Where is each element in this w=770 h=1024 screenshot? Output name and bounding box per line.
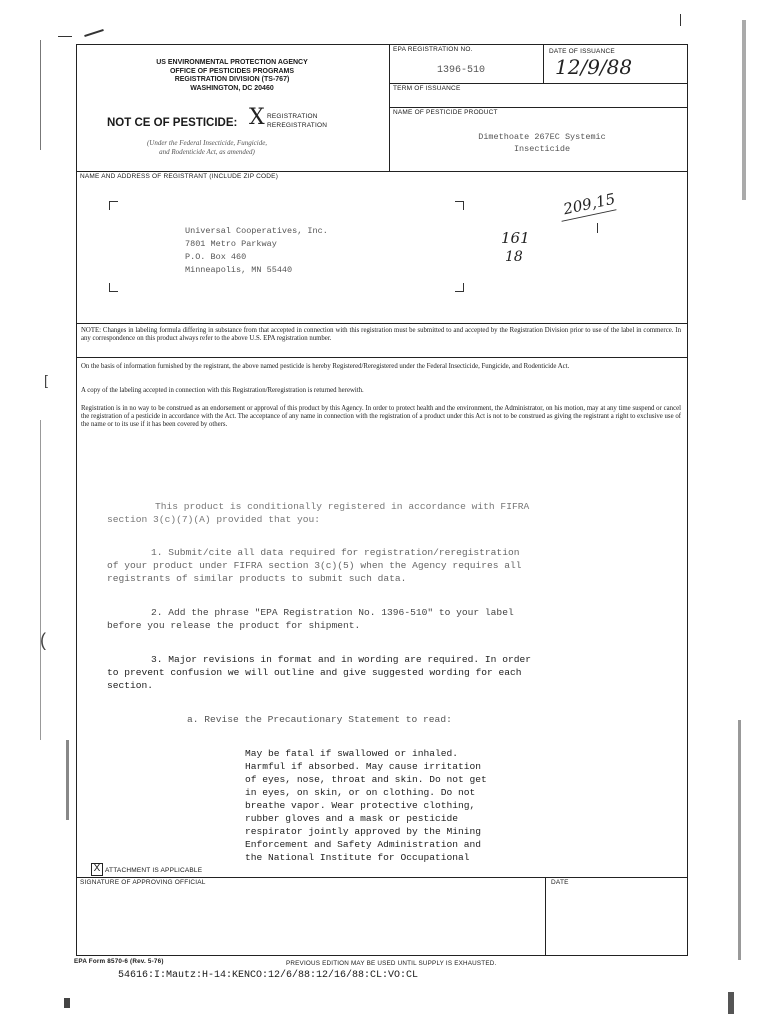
- scan-mark: [58, 36, 72, 37]
- note-text: NOTE: Changes in labeling formula differing in substance from that accepted in connection with this registration must be submitted to and accepted by the Registration Division prior to use of the label in commerce. In any correspondence on this product always refer to the above U.S. EPA registration number.: [81, 327, 681, 343]
- scan-mark: [84, 29, 104, 37]
- precaution-line-9: the National Institute for Occupational: [245, 852, 470, 863]
- agency-line-2: OFFICE OF PESTICIDES PROGRAMS: [169, 67, 295, 75]
- header-divider: [389, 45, 390, 171]
- scan-mark: [680, 14, 681, 26]
- registrant-city: Minneapolis, MN 55440: [185, 265, 293, 275]
- agency-header: [77, 59, 387, 93]
- condition-1-line-3: registrants of similar products to submit such data.: [107, 573, 407, 584]
- product-name-label: NAME OF PESTICIDE PRODUCT: [393, 109, 498, 116]
- attachment-label: ATTACHMENT IS APPLICABLE: [105, 867, 203, 874]
- precaution-line-5: breathe vapor. Wear protective clothing,: [245, 800, 476, 811]
- notice-title: NOT CE OF PESTICIDE:: [107, 117, 238, 129]
- condition-2-line-2: before you release the product for shipment.: [107, 620, 361, 631]
- date-divider: [543, 45, 544, 83]
- registrant-address: [185, 225, 328, 277]
- product-line-2: Insecticide: [513, 144, 571, 154]
- reg-row-line: [389, 83, 687, 84]
- note-bottom-line: [77, 357, 687, 358]
- handwritten-note-2: 161: [501, 229, 530, 247]
- scan-mark: [40, 40, 41, 150]
- precaution-line-4: in eyes, on skin, or on clothing. Do not: [245, 787, 476, 798]
- body-paragraph-3: Registration is in no way to be construed as an endorsement or approval of this product by this Agency. In order to protect health and the environment, the Administrator, on his motion, may at any time suspend or cancel the registration of a pesticide in accordance with the Act. The acceptance of any name in connection with the registration of a product under this Act is not to be construed as giving the registrant a right to exclusive use of the name or to its use if it has been covered by others.: [81, 405, 681, 429]
- option-reregistration: REREGISTRATION: [267, 122, 328, 129]
- act-line-2: and Rodenticide Act, as amended): [159, 148, 255, 156]
- handwritten-note-1: 209,15: [561, 189, 617, 219]
- registrant-label: NAME AND ADDRESS OF REGISTRANT (INCLUDE ZIP CODE): [80, 173, 279, 180]
- signature-label: SIGNATURE OF APPROVING OFFICIAL: [80, 879, 206, 886]
- scan-mark: [40, 420, 41, 740]
- option-registration: REGISTRATION: [267, 113, 318, 120]
- subitem-a: a. Revise the Precautionary Statement to read:: [187, 714, 452, 725]
- scan-mark: [738, 720, 741, 960]
- note-top-line: [77, 323, 687, 324]
- agency-line-3: REGISTRATION DIVISION (TS-767): [174, 76, 290, 83]
- condition-3-line-1: 3. Major revisions in format and in wording are required. In order: [151, 654, 531, 665]
- scan-mark: (: [40, 630, 46, 650]
- letter-intro-2: section 3(c)(7)(A) provided that you:: [107, 514, 321, 525]
- scan-mark: [64, 998, 70, 1008]
- precaution-line-2: Harmful if absorbed. May cause irritation: [245, 761, 482, 772]
- scan-mark: [742, 20, 746, 200]
- precaution-line-3: of eyes, nose, throat and skin. Do not get: [245, 774, 487, 785]
- address-corner-mark: [455, 201, 464, 210]
- address-corner-mark: [455, 283, 464, 292]
- agency-line-1: US ENVIRONMENTAL PROTECTION AGENCY: [156, 59, 308, 66]
- registrant-name: Universal Cooperatives, Inc.: [185, 226, 328, 236]
- address-corner-mark: [109, 283, 118, 292]
- condition-3-line-2: to prevent confusion we will outline and give suggested wording for each: [107, 667, 522, 678]
- product-name-value: [427, 131, 657, 155]
- condition-1-line-1: 1. Submit/cite all data required for registration/reregistration: [151, 547, 520, 558]
- registration-check-mark: X: [249, 105, 265, 130]
- epa-reg-value: 1396-510: [437, 65, 486, 76]
- notice-form: [76, 44, 688, 956]
- product-line-1: Dimethoate 267EC Systemic: [478, 132, 606, 142]
- term-label: TERM OF ISSUANCE: [393, 85, 461, 92]
- agency-line-4: WASHINGTON, DC 20460: [190, 84, 274, 92]
- scan-mark: [66, 740, 69, 820]
- date-issuance-label: DATE OF ISSUANCE: [549, 48, 615, 55]
- form-number: EPA Form 8570-6 (Rev. 5-76): [74, 958, 164, 965]
- signature-date-label: DATE: [551, 879, 569, 886]
- precaution-line-1: May be fatal if swallowed or inhaled.: [245, 748, 459, 759]
- condition-1-line-2: of your product under FIFRA section 3(c)(5) when the Agency requires all: [107, 560, 522, 571]
- registrant-top-line: [77, 171, 687, 172]
- signature-top-line: [77, 877, 687, 878]
- letter-intro-1: This product is conditionally registered in accordance with FIFRA: [155, 501, 530, 512]
- epa-reg-label: EPA REGISTRATION NO.: [393, 46, 473, 53]
- condition-3-line-3: section.: [107, 680, 154, 691]
- handwritten-note-3: 18: [505, 249, 523, 265]
- scan-mark: [: [44, 372, 48, 388]
- precaution-line-6: rubber gloves and a mask or pesticide: [245, 813, 459, 824]
- condition-2-line-1: 2. Add the phrase "EPA Registration No. 1396-510" to your label: [151, 607, 514, 618]
- scan-mark: [728, 992, 734, 1014]
- document-code: 54616:I:Mautz:H-14:KENCO:12/6/88:12/16/88:CL:VO:CL: [118, 970, 419, 981]
- act-reference: [107, 139, 307, 157]
- act-line-1: (Under the Federal Insecticide, Fungicide,: [146, 139, 268, 147]
- address-corner-mark: [109, 201, 118, 210]
- body-paragraph-2: A copy of the labeling accepted in connection with this Registration/Reregistration is returned herewith.: [81, 387, 364, 394]
- signature-date-divider: [545, 877, 546, 955]
- term-row-line: [389, 107, 687, 108]
- registrant-pobox: P.O. Box 460: [185, 252, 247, 262]
- previous-edition-note: PREVIOUS EDITION MAY BE USED UNTIL SUPPLY IS EXHAUSTED.: [286, 960, 497, 967]
- registrant-street: 7801 Metro Parkway: [185, 239, 277, 249]
- attachment-checkbox[interactable]: X: [91, 863, 103, 876]
- body-paragraph-1: On the basis of information furnished by the registrant, the above named pesticide is hereby Registered/Reregistered under the Federal Insecticide, Fungicide, and Rodenticide Act.: [81, 363, 570, 370]
- date-issuance-value: 12/9/88: [555, 55, 633, 79]
- precaution-line-7: respirator jointly approved by the Mining: [245, 826, 482, 837]
- handwritten-stroke: [597, 223, 598, 233]
- precaution-line-8: Enforcement and Safety Administration and: [245, 839, 482, 850]
